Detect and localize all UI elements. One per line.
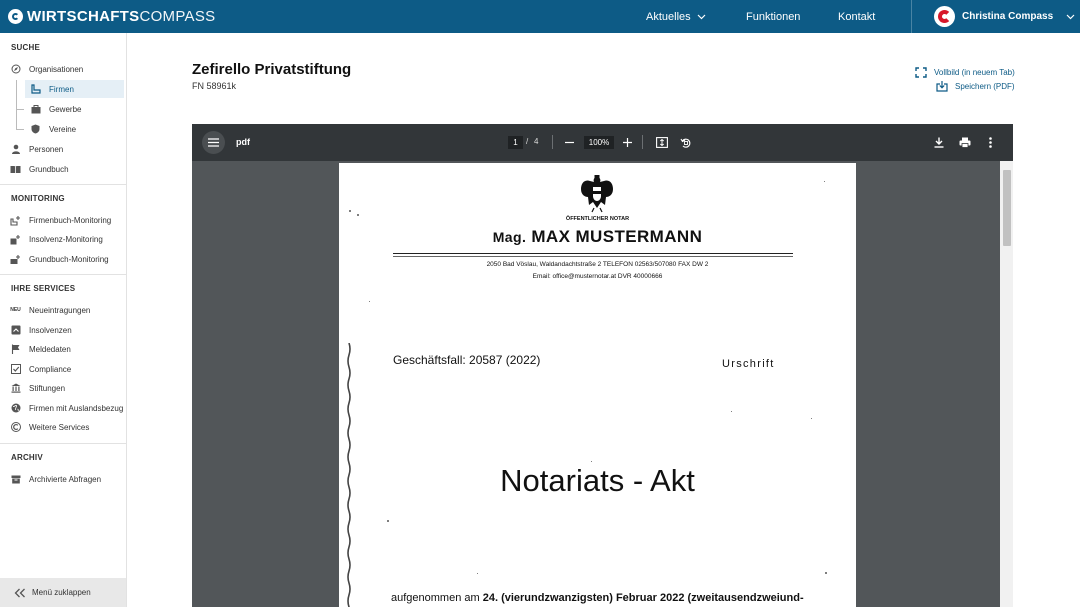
sidebar-item-label: Compliance [29, 364, 72, 374]
sidebar-item-insolvenz-monitoring[interactable] [0, 230, 126, 248]
sidebar-item-label: Organisationen [29, 64, 84, 74]
plus-icon [623, 138, 632, 147]
letterhead-rule-thin [393, 256, 793, 257]
notary-address: 2050 Bad Vöslau, Waldandachtstraße 2 TELEFON 02563/507080 FAX DW 2 [486, 261, 709, 268]
download-icon [936, 80, 948, 92]
compass-icon [10, 64, 21, 75]
austrian-eagle-emblem [580, 175, 614, 213]
section-archiv: ARCHIV [11, 453, 43, 462]
toolbar-divider [642, 135, 643, 149]
sidebar-item-label: Grundbuch-Monitoring [29, 254, 109, 264]
fit-page-button[interactable] [655, 136, 668, 149]
compass-logo-icon [10, 422, 21, 433]
sidebar-divider [0, 443, 126, 444]
sidebar-item-compliance[interactable] [0, 360, 126, 378]
nav-kontakt-label: Kontakt [838, 10, 876, 23]
company-register-number: FN 58961k [192, 81, 237, 91]
zoom-level-input[interactable]: 100% [584, 136, 614, 149]
insolvency-icon [10, 325, 21, 336]
nav-divider [911, 0, 912, 33]
user-name: Christina Compass [962, 11, 1054, 22]
fullscreen-label: Vollbild (in neuem Tab) [934, 68, 1015, 77]
user-menu[interactable] [934, 0, 1075, 33]
pdf-viewer[interactable] [192, 124, 1013, 607]
case-number: Geschäftsfall: 20587 (2022) [393, 353, 541, 367]
sidebar-item-label: Vereine [49, 124, 77, 134]
pdf-menu-button[interactable] [202, 131, 225, 154]
book-icon [10, 164, 21, 175]
sidebar-item-grundbuch-monitoring[interactable] [0, 250, 126, 268]
notary-contact: Email: office@musternotar.at DVR 40000666 [532, 273, 663, 280]
save-pdf-link[interactable] [936, 80, 1015, 92]
scan-speck [731, 411, 732, 412]
notary-name [339, 227, 856, 247]
toolbar-divider [552, 135, 553, 149]
document-heading: Notariats - Akt [500, 463, 695, 498]
building-icon [30, 84, 41, 95]
scan-speck [591, 461, 592, 462]
compass-logo-icon [8, 9, 23, 24]
sidebar-item-archivierte-abfragen[interactable] [0, 470, 126, 488]
sidebar-item-insolvenzen[interactable] [0, 321, 126, 339]
collapse-menu-button[interactable] [0, 578, 126, 607]
page-separator: / [526, 137, 529, 146]
chevron-down-icon [1066, 14, 1075, 20]
page-number-input[interactable]: 1 [508, 136, 523, 149]
fullscreen-icon [915, 67, 927, 78]
archive-icon [10, 474, 21, 485]
sidebar-item-label: Insolvenzen [29, 325, 72, 335]
monitor-building-icon [10, 215, 21, 226]
scan-speck [824, 181, 825, 182]
sidebar-item-personen[interactable] [0, 140, 126, 158]
scan-speck [477, 573, 478, 574]
section-services: IHRE SERVICES [11, 284, 76, 293]
double-chevron-left-icon [14, 588, 26, 598]
pdf-print-button[interactable] [958, 136, 971, 149]
scan-speck [811, 418, 812, 419]
sidebar-item-label: Grundbuch [29, 164, 69, 174]
minus-icon [565, 138, 574, 147]
nav-aktuelles[interactable] [646, 0, 706, 33]
section-suche: SUCHE [11, 43, 41, 52]
institution-icon [10, 383, 21, 394]
save-pdf-label: Speichern (PDF) [955, 81, 1015, 91]
chevron-down-icon [697, 14, 706, 20]
first-line-prefix: aufgenommen am [391, 592, 483, 604]
sidebar-item-auslandsbezug[interactable] [0, 399, 126, 417]
sidebar-item-firmen[interactable] [25, 80, 124, 98]
top-navigation-bar [0, 0, 1080, 33]
pdf-more-button[interactable] [986, 136, 995, 149]
more-vertical-icon [989, 137, 992, 148]
nav-funktionen-label: Funktionen [746, 10, 801, 23]
person-icon [10, 144, 21, 155]
section-monitoring: MONITORING [11, 194, 65, 203]
sidebar-item-label: Meldedaten [29, 344, 71, 354]
sidebar-divider [0, 184, 126, 185]
sidebar-item-label: Archivierte Abfragen [29, 474, 102, 484]
first-line-date: 24. (vierundzwanzigsten) Februar 2022 (zweitausendzweiund- [482, 592, 804, 604]
pdf-download-button[interactable] [933, 136, 945, 149]
notary-title: Mag. [492, 229, 527, 245]
pdf-title: pdf [236, 137, 250, 147]
sidebar-item-label: Personen [29, 144, 64, 154]
fullscreen-new-tab-link[interactable] [915, 67, 1015, 78]
hamburger-icon [208, 138, 219, 147]
zoom-out-button[interactable] [564, 137, 575, 148]
sidebar [0, 33, 127, 607]
scan-speck [369, 301, 370, 302]
letterhead-rule [393, 253, 793, 254]
scan-speck [357, 214, 359, 216]
sidebar-item-firmenbuch-monitoring[interactable] [0, 211, 126, 229]
sidebar-item-organisationen[interactable] [0, 60, 126, 78]
zoom-in-button[interactable] [622, 137, 633, 148]
shield-icon [30, 124, 41, 135]
nav-kontakt[interactable] [838, 0, 875, 33]
nav-aktuelles-label: Aktuelles [646, 10, 691, 23]
rotate-button[interactable] [679, 136, 692, 149]
sidebar-item-label: Insolvenz-Monitoring [29, 234, 103, 244]
nav-funktionen[interactable] [746, 0, 800, 33]
new-badge-icon: NEU [10, 307, 21, 313]
avatar [934, 6, 955, 27]
monitor-insolvency-icon [10, 234, 21, 245]
sidebar-item-label: Gewerbe [49, 104, 82, 114]
collapse-menu-label: Menü zuklappen [32, 588, 91, 597]
scan-speck [825, 572, 827, 574]
checkbox-icon [10, 364, 21, 375]
fit-page-icon [656, 137, 668, 148]
sidebar-item-label: Firmenbuch-Monitoring [29, 215, 112, 225]
sidebar-item-grundbuch[interactable] [0, 160, 126, 178]
brand-name-bold: WIRTSCHAFTS [27, 8, 140, 25]
sidebar-item-label: Firmen mit Auslandsbezug [29, 403, 124, 413]
pdf-page [339, 163, 856, 607]
briefcase-icon [30, 104, 41, 115]
page-title: Zefirello Privatstiftung [192, 61, 352, 78]
urschrift-label: Urschrift [722, 358, 775, 370]
scan-speck [387, 520, 389, 522]
notary-label: ÖFFENTLICHER NOTAR [565, 216, 630, 222]
globe-icon [10, 403, 21, 414]
pdf-toolbar [192, 124, 1013, 161]
sidebar-item-vereine[interactable] [0, 120, 126, 138]
pdf-scrollbar-thumb[interactable] [1003, 170, 1011, 246]
sidebar-item-gewerbe[interactable] [0, 100, 126, 118]
sidebar-item-neueintragungen[interactable] [0, 301, 126, 319]
download-icon [934, 137, 944, 148]
monitor-book-icon [10, 254, 21, 265]
brand-name-thin: COMPASS [139, 8, 216, 25]
sidebar-item-label: Neueintragungen [29, 305, 91, 315]
sidebar-divider [0, 274, 126, 275]
sidebar-item-stiftungen[interactable] [0, 379, 126, 397]
notary-fullname: MAX MUSTERMANN [531, 227, 703, 246]
sidebar-item-label: Firmen [49, 84, 74, 94]
document-first-line [391, 592, 804, 604]
flag-icon [10, 344, 21, 355]
rotate-icon [680, 137, 692, 149]
sidebar-item-label: Weitere Services [29, 422, 90, 432]
sidebar-item-weitere-services[interactable] [0, 418, 126, 436]
sidebar-item-meldedaten[interactable] [0, 340, 126, 358]
sidebar-item-label: Stiftungen [29, 383, 66, 393]
printer-icon [959, 137, 971, 148]
brand-logo[interactable] [8, 8, 215, 25]
scan-speck [349, 210, 351, 212]
page-total: 4 [534, 137, 539, 146]
